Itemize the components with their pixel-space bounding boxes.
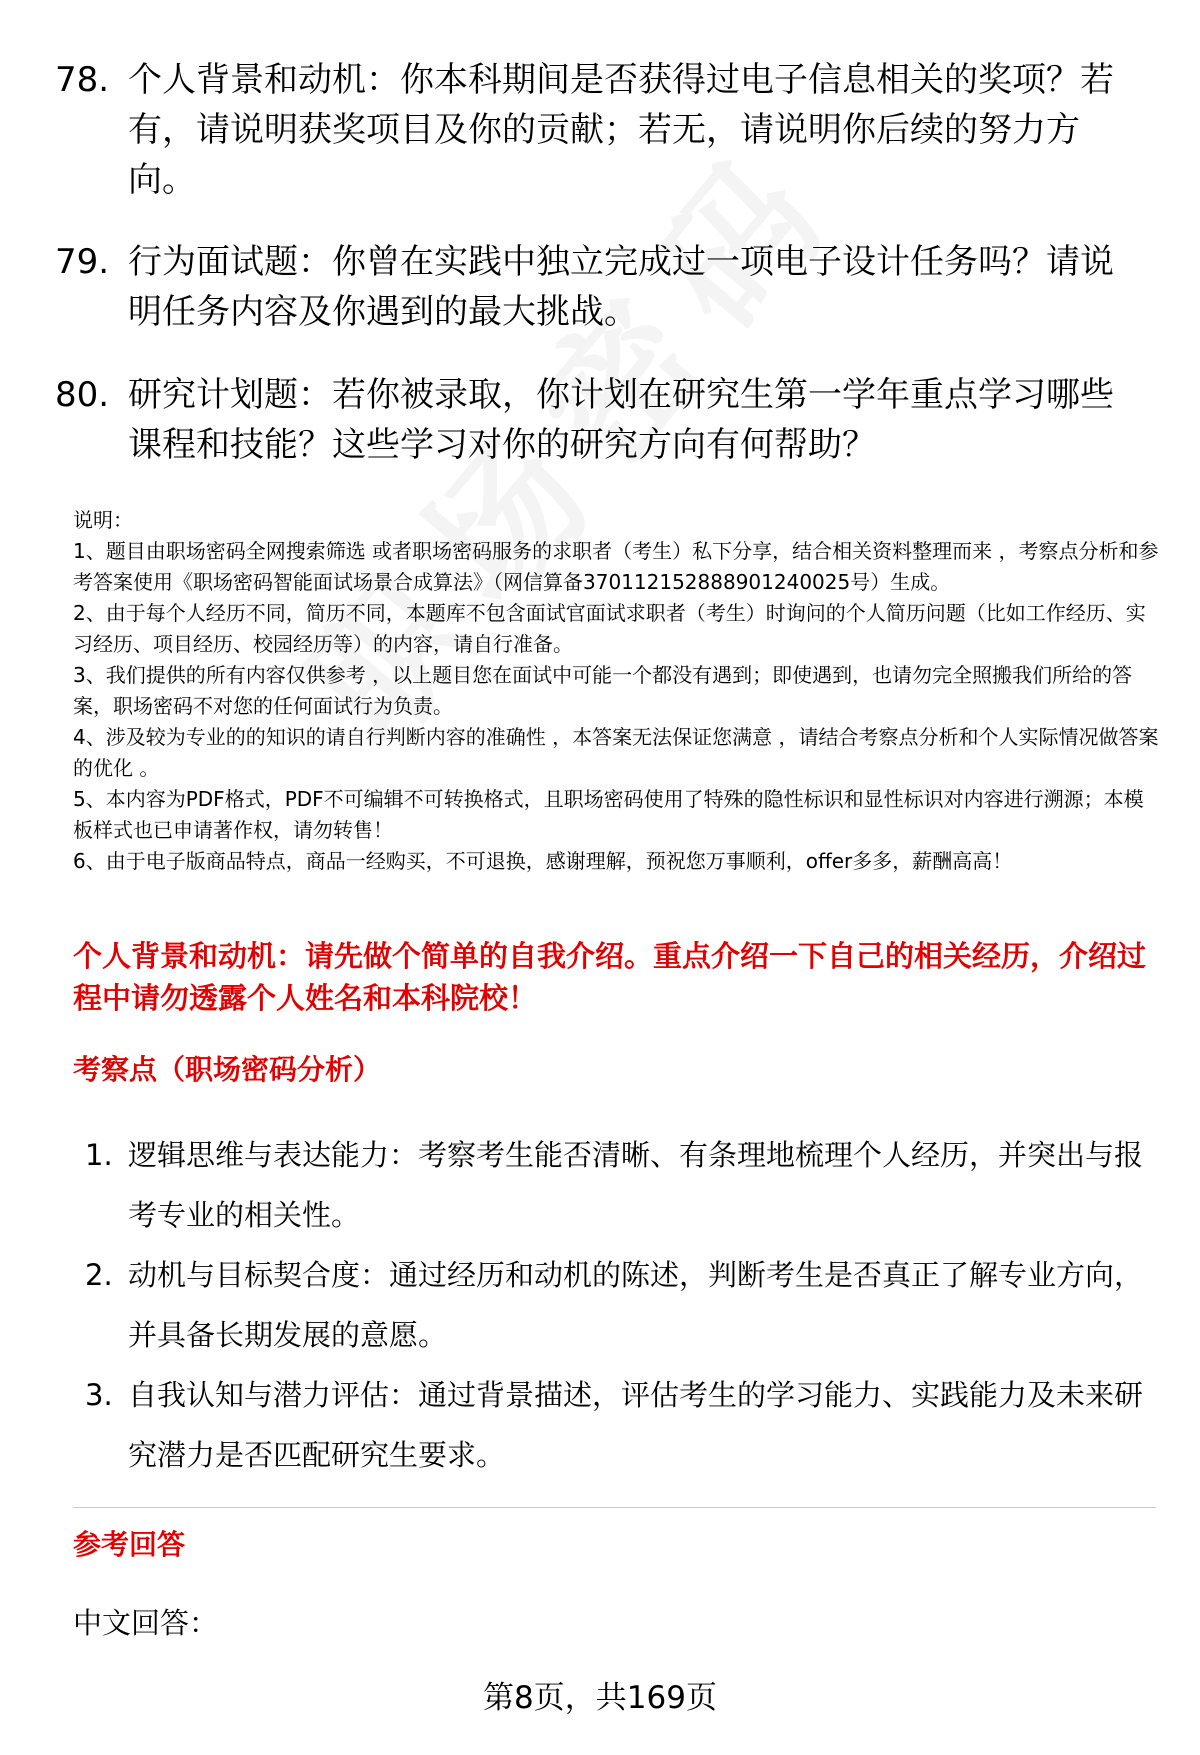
question-80 <box>55 370 1145 470</box>
note-item: 2、由于每个人经历不同，简历不同，本题库不包含面试官面试求职者（考生）时询问的个人简历问题（比如工作经历、实习经历、项目经历、校园经历等）的内容，请自行准备。 <box>73 601 1146 656</box>
note-item: 6、由于电子版商品特点，商品一经购买，不可退换，感谢理解，预祝您万事顺利，offer多多，薪酬高高！ <box>73 849 1013 873</box>
note-item: 3、我们提供的所有内容仅供参考 ，以上题目您在面试中可能一个都没有遇到；即使遇到，也请勿完全照搬我们所给的答案，职场密码不对您的任何面试行为负责。 <box>73 663 1133 718</box>
question-number: 79. <box>55 242 110 282</box>
question-text: 行为面试题：你曾在实践中独立完成过一项电子设计任务吗？请说明任务内容及你遇到的最大挑战。 <box>128 242 1114 332</box>
section-divider <box>73 1507 1156 1508</box>
list-item <box>73 1125 1153 1245</box>
question-text: 研究计划题：若你被录取，你计划在研究生第一学年重点学习哪些课程和技能？这些学习对你的研究方向有何帮助？ <box>128 375 1114 465</box>
analysis-title: 考察点（职场密码分析） <box>73 1053 382 1086</box>
point-text: 自我认知与潜力评估：通过背景描述，评估考生的学习能力、实践能力及未来研究潜力是否匹配研究生要求。 <box>128 1378 1144 1472</box>
question-number: 80. <box>55 375 110 415</box>
point-number: 3. <box>85 1378 113 1412</box>
point-text: 逻辑思维与表达能力：考察考生能否清晰、有条理地梳理个人经历，并突出与报考专业的相关性。 <box>128 1138 1144 1232</box>
highlight-question: 个人背景和动机：请先做个简单的自我介绍。重点介绍一下自己的相关经历，介绍过程中请勿透露个人姓名和本科院校！ <box>73 939 1147 1015</box>
reference-title: 参考回答 <box>73 1528 186 1561</box>
list-item <box>73 1365 1153 1485</box>
point-number: 1. <box>85 1138 113 1172</box>
question-79 <box>55 237 1145 337</box>
chinese-answer-label: 中文回答： <box>73 1606 219 1640</box>
disclaimer-notes <box>73 505 1163 877</box>
note-item: 5、本内容为PDF格式，PDF不可编辑不可转换格式，且职场密码使用了特殊的隐性标识和显性标识对内容进行溯源；本模板样式也已申请著作权，请勿转售！ <box>73 787 1144 842</box>
page-number: 第8页，共169页 <box>483 1680 717 1716</box>
point-number: 2. <box>85 1258 113 1292</box>
analysis-points <box>73 1125 1153 1485</box>
note-item: 4、涉及较为专业的的知识的请自行判断内容的准确性 ，本答案无法保证您满意 ，请结合考察点分析和个人实际情况做答案的优化 。 <box>73 725 1159 780</box>
list-item <box>73 1245 1153 1365</box>
question-text: 个人背景和动机：你本科期间是否获得过电子信息相关的奖项？若有，请说明获奖项目及你的贡献；若无，请说明你后续的努力方向。 <box>128 60 1114 200</box>
point-text: 动机与目标契合度：通过经历和动机的陈述，判断考生是否真正了解专业方向，并具备长期发展的意愿。 <box>128 1258 1144 1352</box>
note-item: 1、题目由职场密码全网搜索筛选 或者职场密码服务的求职者（考生）私下分享，结合相关资料整理而来 ，考察点分析和参考答案使用《职场密码智能面试场景合成算法》（网信算备370112152888901240025号）生成。 <box>73 539 1159 594</box>
notes-title: 说明： <box>73 508 133 532</box>
question-78 <box>55 55 1145 205</box>
question-number: 78. <box>55 60 110 100</box>
